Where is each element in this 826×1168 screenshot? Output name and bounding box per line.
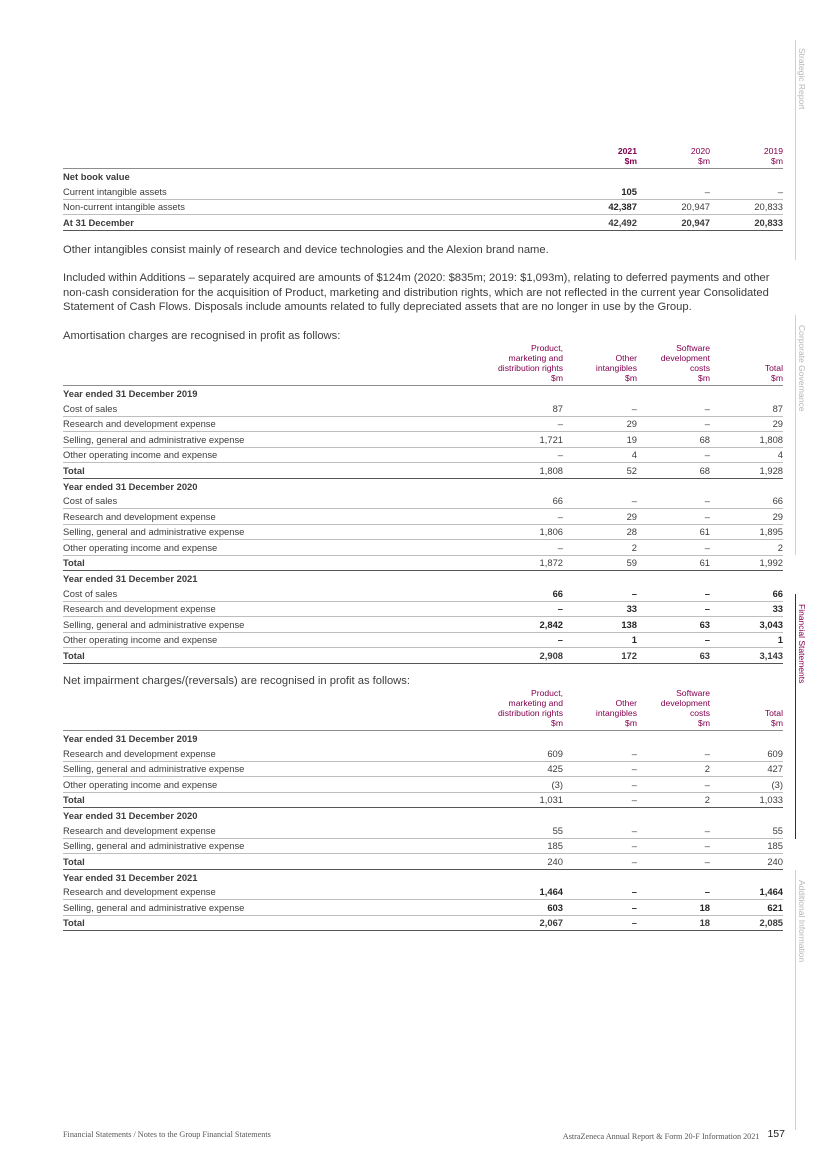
row-value: – xyxy=(637,838,710,854)
header-line: Product, xyxy=(530,688,563,698)
table-row xyxy=(63,838,783,854)
row-value: – xyxy=(463,509,563,525)
page-content xyxy=(63,146,783,931)
row-value: – xyxy=(563,900,637,916)
total-label: Total xyxy=(63,792,463,808)
table-row xyxy=(63,447,783,463)
row-value: – xyxy=(637,601,710,617)
total-row xyxy=(63,792,783,808)
row-value: – xyxy=(563,746,637,761)
row-value: 2 xyxy=(637,761,710,777)
footer-title: AstraZeneca Annual Report & Form 20-F Information 2021 xyxy=(562,1132,760,1141)
table-row xyxy=(63,777,783,793)
row-label: Research and development expense xyxy=(63,416,463,432)
total-label: At 31 December xyxy=(63,215,563,231)
table-row xyxy=(63,746,783,761)
row-value: – xyxy=(637,823,710,838)
row-label: Other operating income and expense xyxy=(63,777,463,793)
total-value: 1,031 xyxy=(463,792,563,808)
row-value: 621 xyxy=(710,900,783,916)
row-value: – xyxy=(463,416,563,432)
table-row xyxy=(63,586,783,601)
row-value: 1,721 xyxy=(463,432,563,448)
header-line: Total xyxy=(764,708,783,718)
total-value: – xyxy=(563,854,637,870)
row-value: – xyxy=(563,401,637,416)
total-value: 68 xyxy=(637,463,710,479)
table-row xyxy=(63,509,783,525)
table-row xyxy=(63,401,783,416)
row-value: 61 xyxy=(637,524,710,540)
row-label: Selling, general and administrative expense xyxy=(63,617,463,633)
page-number: 157 xyxy=(767,1128,785,1140)
nbv-header-2019: 2019 $m xyxy=(710,146,783,169)
section-title: Net book value xyxy=(63,171,130,182)
row-value: – xyxy=(637,540,710,556)
header-line: Other xyxy=(615,353,637,363)
row-value: – xyxy=(463,601,563,617)
row-value: – xyxy=(563,885,637,900)
row-label: Current intangible assets xyxy=(63,184,563,199)
nbv-header-2021: 2021 $m xyxy=(563,146,637,169)
row-value: 105 xyxy=(563,184,637,199)
total-value: 240 xyxy=(463,854,563,870)
footer-breadcrumb: Financial Statements / Notes to the Group Financial Statements xyxy=(63,1130,271,1139)
row-value: (3) xyxy=(710,777,783,793)
row-value: – xyxy=(463,447,563,463)
section-title: Year ended 31 December 2020 xyxy=(63,480,198,492)
nbv-header-label xyxy=(63,146,563,169)
table-row xyxy=(63,900,783,916)
net-book-value-table xyxy=(63,146,783,231)
row-value: 4 xyxy=(563,447,637,463)
row-label: Research and development expense xyxy=(63,509,463,525)
row-value: – xyxy=(637,777,710,793)
total-label: Total xyxy=(63,555,463,571)
section-title: Year ended 31 December 2021 xyxy=(63,573,198,584)
total-row xyxy=(63,215,783,231)
table-row xyxy=(63,601,783,617)
row-label: Other operating income and expense xyxy=(63,447,463,463)
header-line: Software xyxy=(676,343,710,353)
row-value: 28 xyxy=(563,524,637,540)
row-value: 2 xyxy=(563,540,637,556)
row-value: 66 xyxy=(710,586,783,601)
row-value: 1 xyxy=(710,632,783,648)
header-line: development xyxy=(660,698,710,708)
total-value: 172 xyxy=(563,648,637,664)
nav-divider xyxy=(795,40,796,260)
row-value: 63 xyxy=(637,617,710,633)
row-value: 29 xyxy=(563,416,637,432)
header-total xyxy=(710,343,783,386)
nav-corporate-governance[interactable]: Corporate Governance xyxy=(797,325,807,412)
nav-strategic-report[interactable]: Strategic Report xyxy=(797,48,807,110)
row-value: 138 xyxy=(563,617,637,633)
header-line: marketing and xyxy=(508,353,563,363)
impairment-intro: Net impairment charges/(reversals) are recognised in profit as follows: xyxy=(63,674,410,687)
row-label: Research and development expense xyxy=(63,601,463,617)
section-row xyxy=(63,731,783,747)
table-row xyxy=(63,184,783,199)
header-other-intangibles xyxy=(563,343,637,386)
section-title: Year ended 31 December 2019 xyxy=(63,733,198,744)
total-row xyxy=(63,854,783,870)
header-product-rights xyxy=(463,688,563,731)
table-row xyxy=(63,540,783,556)
row-value: 603 xyxy=(463,900,563,916)
section-title: Year ended 31 December 2021 xyxy=(63,871,198,883)
row-value: 185 xyxy=(463,838,563,854)
section-row xyxy=(63,386,783,402)
header-line: distribution rights xyxy=(498,363,563,373)
header-line: $m xyxy=(625,373,637,383)
row-value: 87 xyxy=(710,401,783,416)
total-value: 20,947 xyxy=(637,215,710,231)
section-title: Year ended 31 December 2020 xyxy=(63,810,198,821)
total-value: 1,872 xyxy=(463,555,563,571)
row-value: 29 xyxy=(563,509,637,525)
row-value: 55 xyxy=(710,823,783,838)
total-value: 1,928 xyxy=(710,463,783,479)
table-row xyxy=(63,885,783,900)
total-value: 18 xyxy=(637,915,710,931)
row-value: 1,464 xyxy=(463,885,563,900)
total-value: 2,067 xyxy=(463,915,563,931)
total-value: 63 xyxy=(637,648,710,664)
section-side-nav xyxy=(790,0,826,1168)
nav-divider xyxy=(795,870,796,1130)
total-value: 52 xyxy=(563,463,637,479)
header-line: $m xyxy=(771,373,783,383)
total-value: – xyxy=(563,792,637,808)
row-value: 33 xyxy=(710,601,783,617)
row-label: Selling, general and administrative expense xyxy=(63,761,463,777)
row-value: 2 xyxy=(710,540,783,556)
header-line: $m xyxy=(698,718,710,728)
row-label: Cost of sales xyxy=(63,494,463,509)
header-other-intangibles xyxy=(563,688,637,731)
section-title: Year ended 31 December 2019 xyxy=(63,388,198,399)
header-line: Product, xyxy=(530,343,563,353)
table-row xyxy=(63,823,783,838)
total-value: 2,908 xyxy=(463,648,563,664)
section-row xyxy=(63,478,783,494)
header-line: Total xyxy=(764,363,783,373)
additions-paragraph: Included within Additions – separately acquired are amounts of $124m (2020: $835m; 2019: $1,093m), relating to deferred payments and other non-cash consideration for the acquisition of Product, marketing and distribution rights, which are not reflected in the current year Consolidated Statement of Cash Flows. Disposals include amounts related to fully depreciated assets that are no longer in use by the Group. xyxy=(63,272,770,313)
nav-additional-information[interactable]: Additional Information xyxy=(797,880,807,963)
header-line: intangibles xyxy=(595,708,637,718)
row-label: Research and development expense xyxy=(63,823,463,838)
row-value: – xyxy=(463,540,563,556)
footer-publication xyxy=(563,1130,785,1142)
total-row xyxy=(63,648,783,664)
row-value: 2,842 xyxy=(463,617,563,633)
row-value: (3) xyxy=(463,777,563,793)
total-row xyxy=(63,463,783,479)
row-value: – xyxy=(563,586,637,601)
row-value: – xyxy=(637,447,710,463)
row-value: 66 xyxy=(710,494,783,509)
total-value: 20,833 xyxy=(710,215,783,231)
row-value: 1 xyxy=(563,632,637,648)
amortisation-intro: Amortisation charges are recognised in profit as follows: xyxy=(63,329,341,342)
row-label: Selling, general and administrative expense xyxy=(63,432,463,448)
row-value: 87 xyxy=(463,401,563,416)
total-value: 1,992 xyxy=(710,555,783,571)
total-value: 2,085 xyxy=(710,915,783,931)
header-line: $m xyxy=(551,373,563,383)
table-row xyxy=(63,617,783,633)
total-value: – xyxy=(637,854,710,870)
table-row xyxy=(63,524,783,540)
row-value: 66 xyxy=(463,586,563,601)
table-row xyxy=(63,416,783,432)
row-value: – xyxy=(563,494,637,509)
header-software-costs xyxy=(637,688,710,731)
row-value: 185 xyxy=(710,838,783,854)
table-row xyxy=(63,761,783,777)
total-label: Total xyxy=(63,915,463,931)
total-label: Total xyxy=(63,648,463,664)
nav-financial-statements[interactable]: Financial Statements xyxy=(797,604,807,684)
row-value: 42,387 xyxy=(563,199,637,215)
row-value: – xyxy=(637,401,710,416)
row-value: 66 xyxy=(463,494,563,509)
row-value: 68 xyxy=(637,432,710,448)
row-value: – xyxy=(563,838,637,854)
row-value: 1,806 xyxy=(463,524,563,540)
row-value: 19 xyxy=(563,432,637,448)
section-row xyxy=(63,571,783,587)
section-row xyxy=(63,169,783,185)
nbv-header-2020: 2020 $m xyxy=(637,146,710,169)
row-value: – xyxy=(563,777,637,793)
total-value: 240 xyxy=(710,854,783,870)
row-label: Selling, general and administrative expense xyxy=(63,900,463,916)
row-value: 609 xyxy=(710,746,783,761)
total-value: 42,492 xyxy=(563,215,637,231)
row-label: Selling, general and administrative expense xyxy=(63,838,463,854)
row-value: – xyxy=(637,586,710,601)
row-value: 1,808 xyxy=(710,432,783,448)
row-value: – xyxy=(637,509,710,525)
amortisation-table xyxy=(63,343,783,664)
row-value: – xyxy=(637,184,710,199)
section-row xyxy=(63,869,783,885)
header-total xyxy=(710,688,783,731)
header-line: costs xyxy=(689,708,710,718)
row-value: 29 xyxy=(710,416,783,432)
total-value: – xyxy=(563,915,637,931)
impairment-table xyxy=(63,688,783,931)
nav-divider-active xyxy=(795,594,796,839)
row-value: 20,833 xyxy=(710,199,783,215)
header-product-rights xyxy=(463,343,563,386)
total-value: 1,808 xyxy=(463,463,563,479)
row-value: 29 xyxy=(710,509,783,525)
total-label: Total xyxy=(63,463,463,479)
total-row xyxy=(63,915,783,931)
row-value: – xyxy=(463,632,563,648)
row-value: 20,947 xyxy=(637,199,710,215)
table-row xyxy=(63,632,783,648)
row-value: – xyxy=(563,761,637,777)
row-value: 609 xyxy=(463,746,563,761)
row-label: Cost of sales xyxy=(63,401,463,416)
row-label: Research and development expense xyxy=(63,746,463,761)
total-row xyxy=(63,555,783,571)
header-line: marketing and xyxy=(508,698,563,708)
row-value: 3,043 xyxy=(710,617,783,633)
nav-divider xyxy=(795,315,796,555)
header-line: distribution rights xyxy=(498,708,563,718)
row-value: 4 xyxy=(710,447,783,463)
table-row xyxy=(63,199,783,215)
row-value: 18 xyxy=(637,900,710,916)
header-line: $m xyxy=(771,718,783,728)
row-value: 427 xyxy=(710,761,783,777)
row-value: – xyxy=(637,494,710,509)
header-line: $m xyxy=(551,718,563,728)
row-value: – xyxy=(563,823,637,838)
header-line: development xyxy=(660,353,710,363)
header-line: $m xyxy=(625,718,637,728)
header-line: $m xyxy=(698,373,710,383)
other-intangibles-paragraph: Other intangibles consist mainly of research and device technologies and the Alexion brand name. xyxy=(63,243,549,256)
row-label: Research and development expense xyxy=(63,885,463,900)
row-value: 425 xyxy=(463,761,563,777)
header-line: costs xyxy=(689,363,710,373)
row-label: Cost of sales xyxy=(63,586,463,601)
header-line: intangibles xyxy=(595,363,637,373)
row-value: – xyxy=(637,885,710,900)
row-value: – xyxy=(637,416,710,432)
total-value: 1,033 xyxy=(710,792,783,808)
total-label: Total xyxy=(63,854,463,870)
total-value: 2 xyxy=(637,792,710,808)
row-label: Other operating income and expense xyxy=(63,540,463,556)
row-value: 1,464 xyxy=(710,885,783,900)
table-row xyxy=(63,432,783,448)
row-value: 33 xyxy=(563,601,637,617)
total-value: 3,143 xyxy=(710,648,783,664)
header-software-costs xyxy=(637,343,710,386)
row-value: – xyxy=(637,632,710,648)
total-value: 61 xyxy=(637,555,710,571)
total-value: 59 xyxy=(563,555,637,571)
row-value: – xyxy=(637,746,710,761)
row-value: – xyxy=(710,184,783,199)
header-line: Other xyxy=(615,698,637,708)
row-label: Selling, general and administrative expense xyxy=(63,524,463,540)
row-label: Other operating income and expense xyxy=(63,632,463,648)
header-line: Software xyxy=(676,688,710,698)
row-value: 55 xyxy=(463,823,563,838)
row-label: Non-current intangible assets xyxy=(63,199,563,215)
table-row xyxy=(63,494,783,509)
section-row xyxy=(63,808,783,824)
row-value: 1,895 xyxy=(710,524,783,540)
